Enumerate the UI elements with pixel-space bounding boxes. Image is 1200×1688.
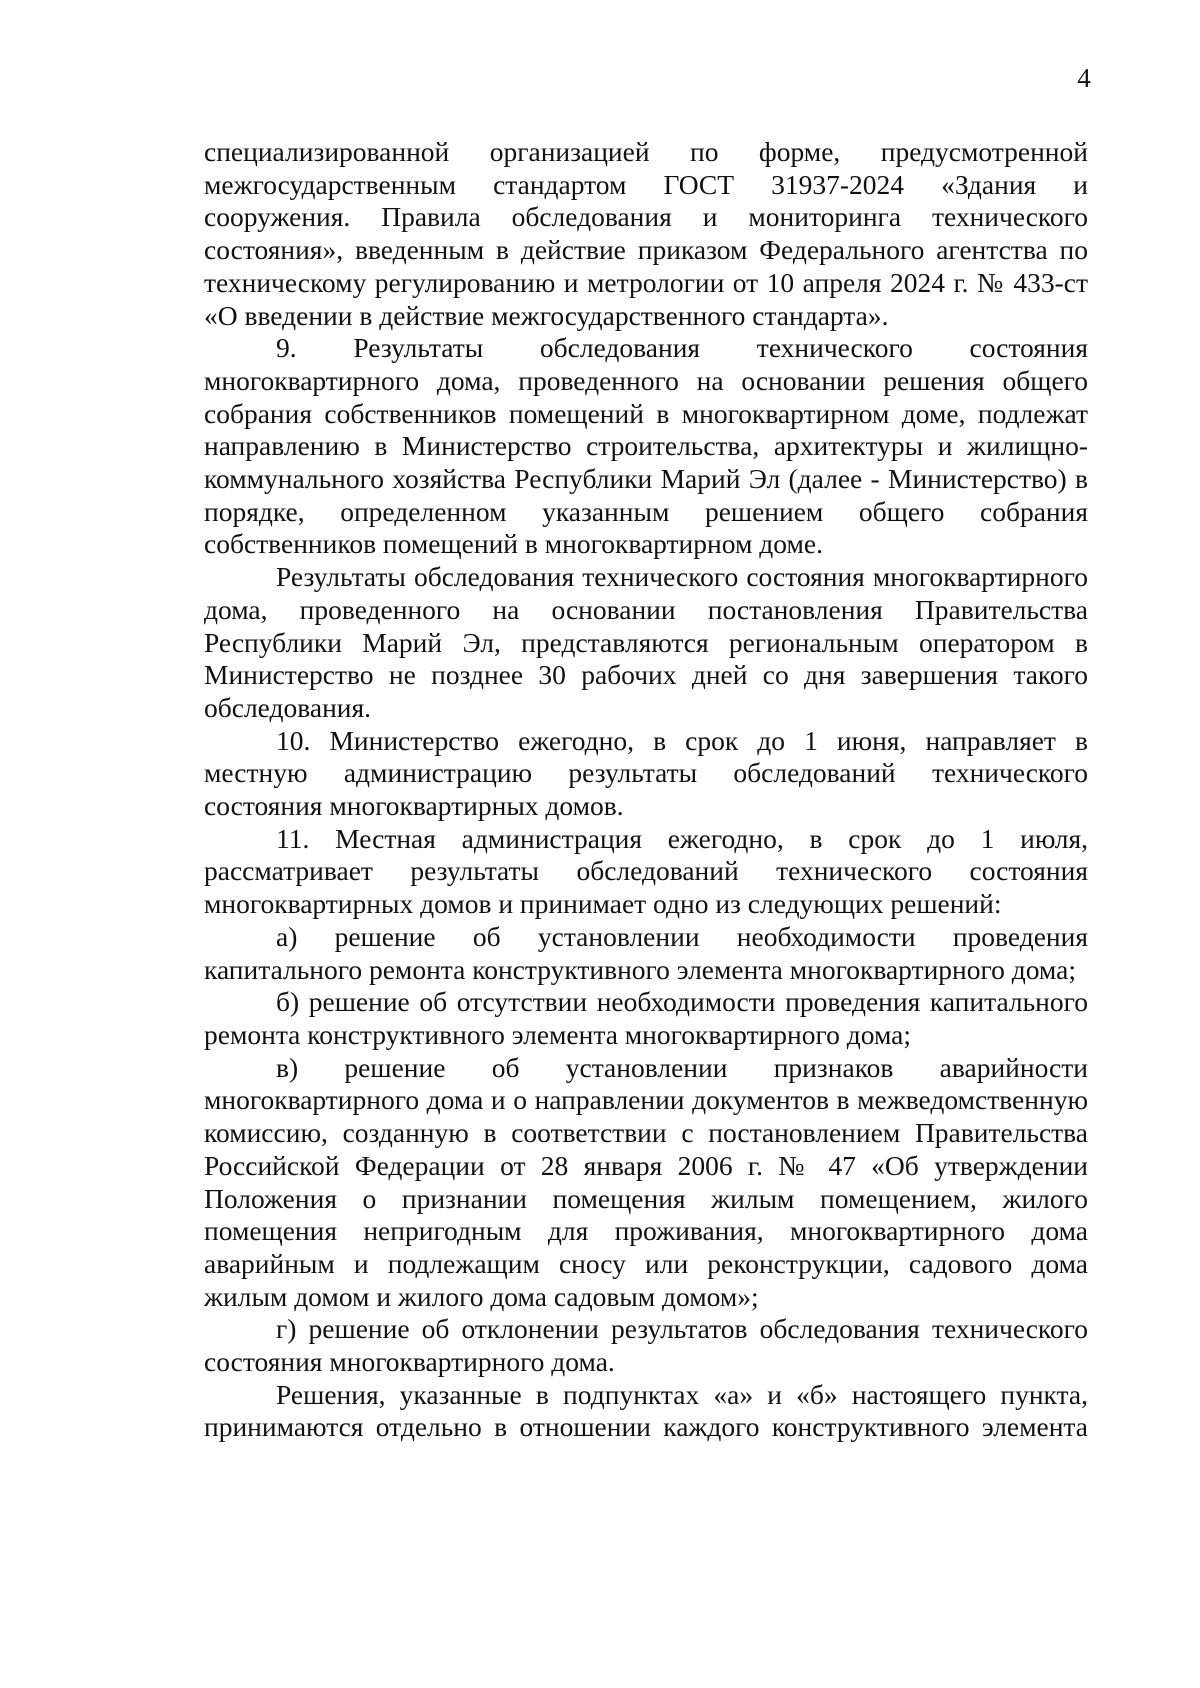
paragraph-subitem-v: в) решение об установлении признаков аварийности многоквартирного дома и о направлении документов в межведомственную комиссию, созданную в соответствии с постановлением Правительства Российской Федерации от 28 января 2006 г. № 47 «Об утверждении Положения о признании помещения жилым помещением, жилого помещения непригодным для проживания, многоквартирного дома аварийным и подлежащим сносу или реконструкции, садового дома жилым домом и жилого дома садовым домом»;	[204, 1051, 1088, 1312]
paragraph-subitem-a: а) решение об установлении необходимости проведения капитального ремонта конструктивного элемента многоквартирного дома;	[204, 920, 1088, 985]
paragraph-subitem-b: б) решение об отсутствии необходимости проведения капитального ремонта конструктивного элемента многоквартирного дома;	[204, 986, 1088, 1050]
paragraph-subitem-g: г) решение об отклонении результатов обследования технического состояния многоквартирного дома.	[204, 1313, 1088, 1378]
document-body	[204, 136, 1088, 1444]
paragraph-item-9: 9. Результаты обследования технического состояния многоквартирного дома, проведенного на основании решения общего собрания собственников помещений в многоквартирном доме, подлежат направлению в Министерство строительства, архитектуры и жилищно-коммунального хозяйства Республики Марий Эл (далее - Министерство) в порядке, определенном указанным решением общего собрания собственников помещений в многоквартирном доме.	[204, 332, 1088, 560]
paragraph-item-11: 11. Местная администрация ежегодно, в срок до 1 июля, рассматривает результаты обследований технического состояния многоквартирных домов и принимает одно из следующих решений:	[204, 822, 1088, 920]
paragraph-decisions: Решения, указанные в подпунктах «а» и «б» настоящего пункта, принимаются отдельно в отношении каждого конструктивного элемента	[204, 1378, 1088, 1443]
paragraph-item-10: 10. Министерство ежегодно, в срок до 1 июня, направляет в местную администрацию результаты обследований технического состояния многоквартирных домов.	[204, 724, 1088, 822]
paragraph-item-9-results: Результаты обследования технического состояния многоквартирного дома, проведенного на основании постановления Правительства Республики Марий Эл, представляются региональным оператором в Министерство не позднее 30 рабочих дней со дня завершения такого обследования.	[204, 561, 1088, 723]
page-number: 4	[1077, 63, 1091, 93]
paragraph-intro-continuation: специализированной организацией по форме, предусмотренной межгосударственным стандартом ГОСТ 31937-2024 «Здания и сооружения. Правила обследования и мониторинга технического состояния», введенным в действие приказом Федерального агентства по техническому регулированию и метрологии от 10 апреля 2024 г. № 433-ст «О введении в действие межгосударственного стандарта».	[204, 136, 1088, 331]
